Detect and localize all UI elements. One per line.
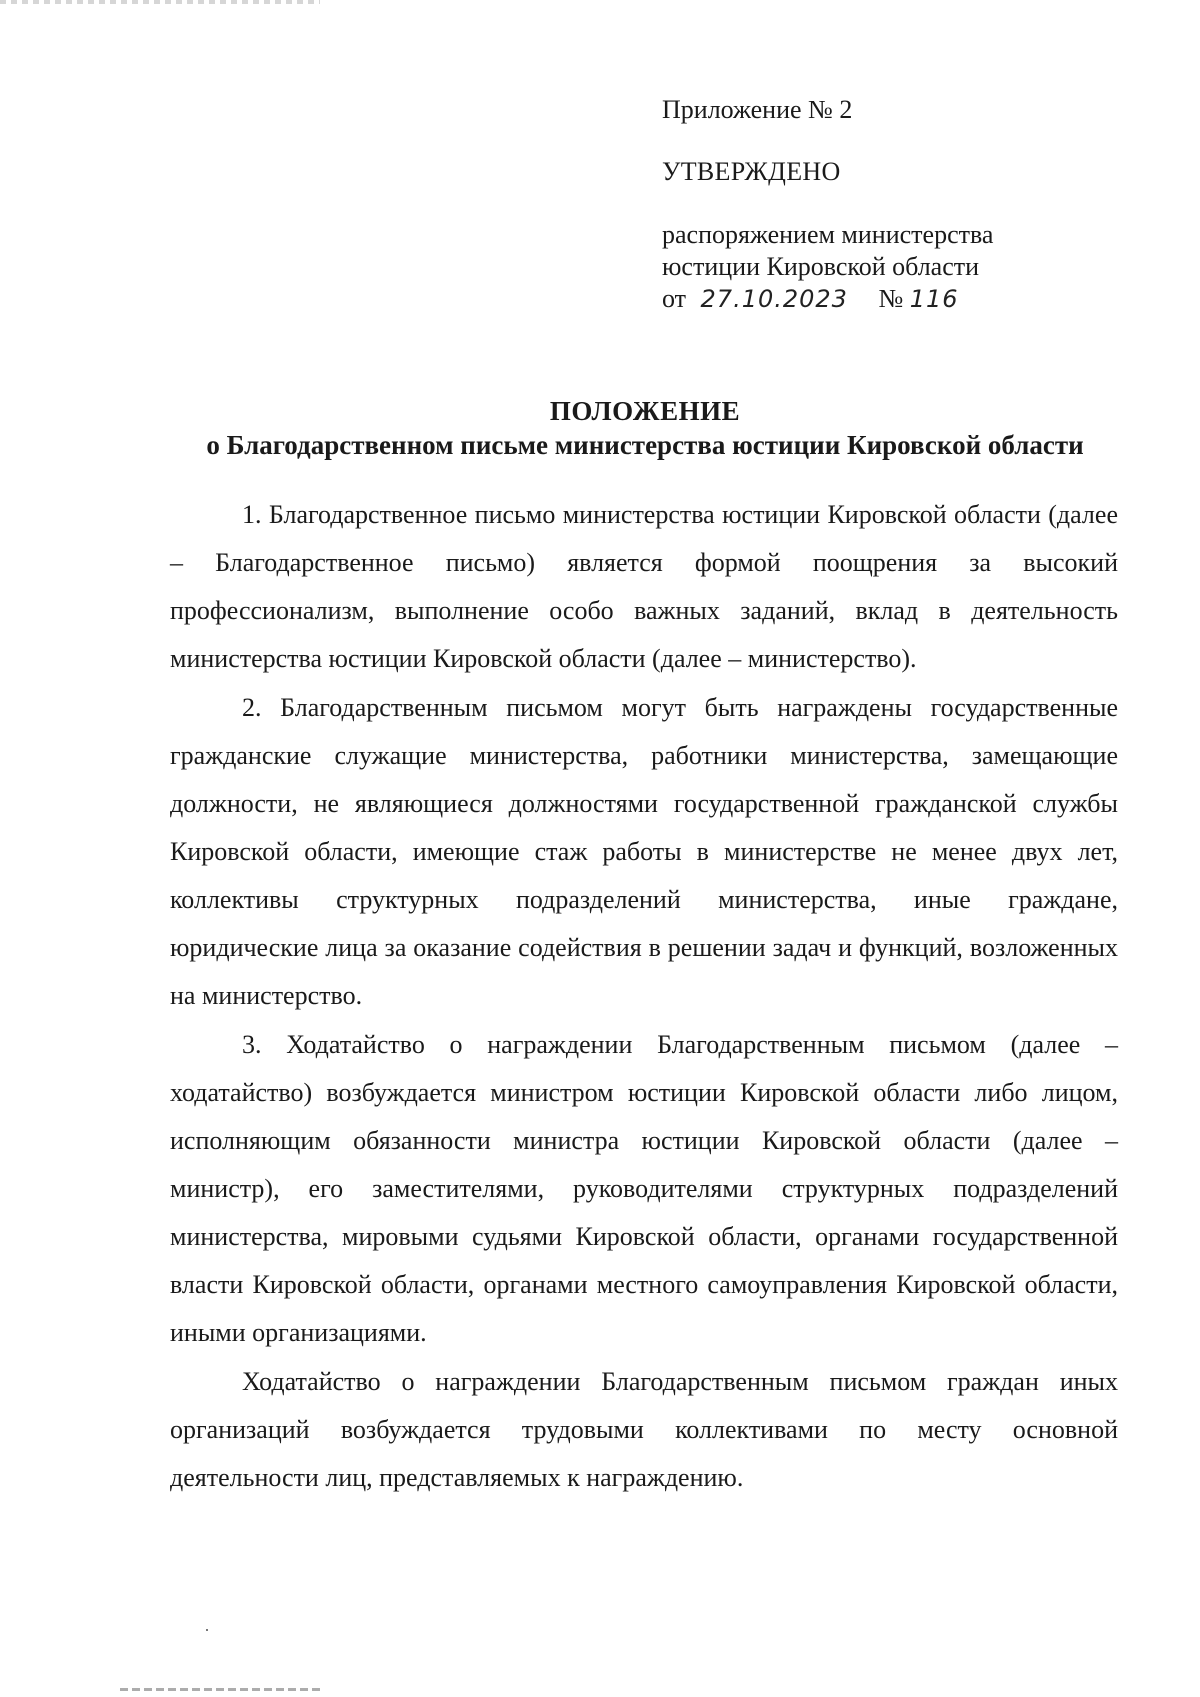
paragraph-3: 3. Ходатайство о награждении Благодарственным письмом (далее – ходатайство) возбуждается министром юстиции Кировской области либо лицом, исполняющим обязанности министра юстиции Кировской области (далее – министр), его заместителями, руководителями структурных подразделений министерства, мировыми судьями Кировской области, органами государственной власти Кировской области, органами местного самоуправления Кировской области, иными организациями.	[170, 1030, 1118, 1347]
annex-label: Приложение № 2	[662, 95, 853, 124]
title-main: ПОЛОЖЕНИЕ	[549, 396, 741, 426]
scan-artifact-dot	[206, 1629, 208, 1631]
approval-stamp-block	[662, 94, 1142, 315]
paragraph-2: 2. Благодарственным письмом могут быть награждены государственные гражданские служащие министерства, работники министерства, замещающие должности, не являющиеся должностями государственной гражданской службы Кировской области, имеющие стаж работы в министерстве не менее двух лет, коллективы структурных подразделений министерства, иные граждане, юридические лица за оказание содействия в решении задач и функций, возложенных на министерство.	[170, 693, 1118, 1010]
document-title	[150, 394, 1140, 462]
title-subtitle: о Благодарственном письме министерства юстиции Кировской области	[206, 430, 1084, 460]
scan-artifact-top	[0, 0, 320, 4]
paragraph-4: Ходатайство о награждении Благодарственным письмом граждан иных организаций возбуждается трудовыми коллективами по месту основной деятельности лиц, представляемых к награждению.	[170, 1367, 1118, 1492]
number-label: №	[878, 284, 904, 313]
paragraph-1: 1. Благодарственное письмо министерства юстиции Кировской области (далее – Благодарственное письмо) является формой поощрения за высокий профессионализм, выполнение особо важных заданий, вклад в деятельность министерства юстиции Кировской области (далее – министерство).	[170, 500, 1118, 673]
approval-date-line	[662, 283, 1142, 315]
approval-line-1: распоряжением министерства	[662, 220, 994, 249]
approval-line-2: юстиции Кировской области	[662, 252, 980, 281]
document-body	[170, 491, 1118, 1502]
handwritten-date: 27.10.2023	[700, 285, 848, 313]
handwritten-number: 116	[909, 285, 959, 313]
approved-label: УТВЕРЖДЕНО	[662, 157, 841, 186]
scan-artifact-bottom	[120, 1688, 320, 1691]
date-prefix: от	[662, 284, 687, 313]
